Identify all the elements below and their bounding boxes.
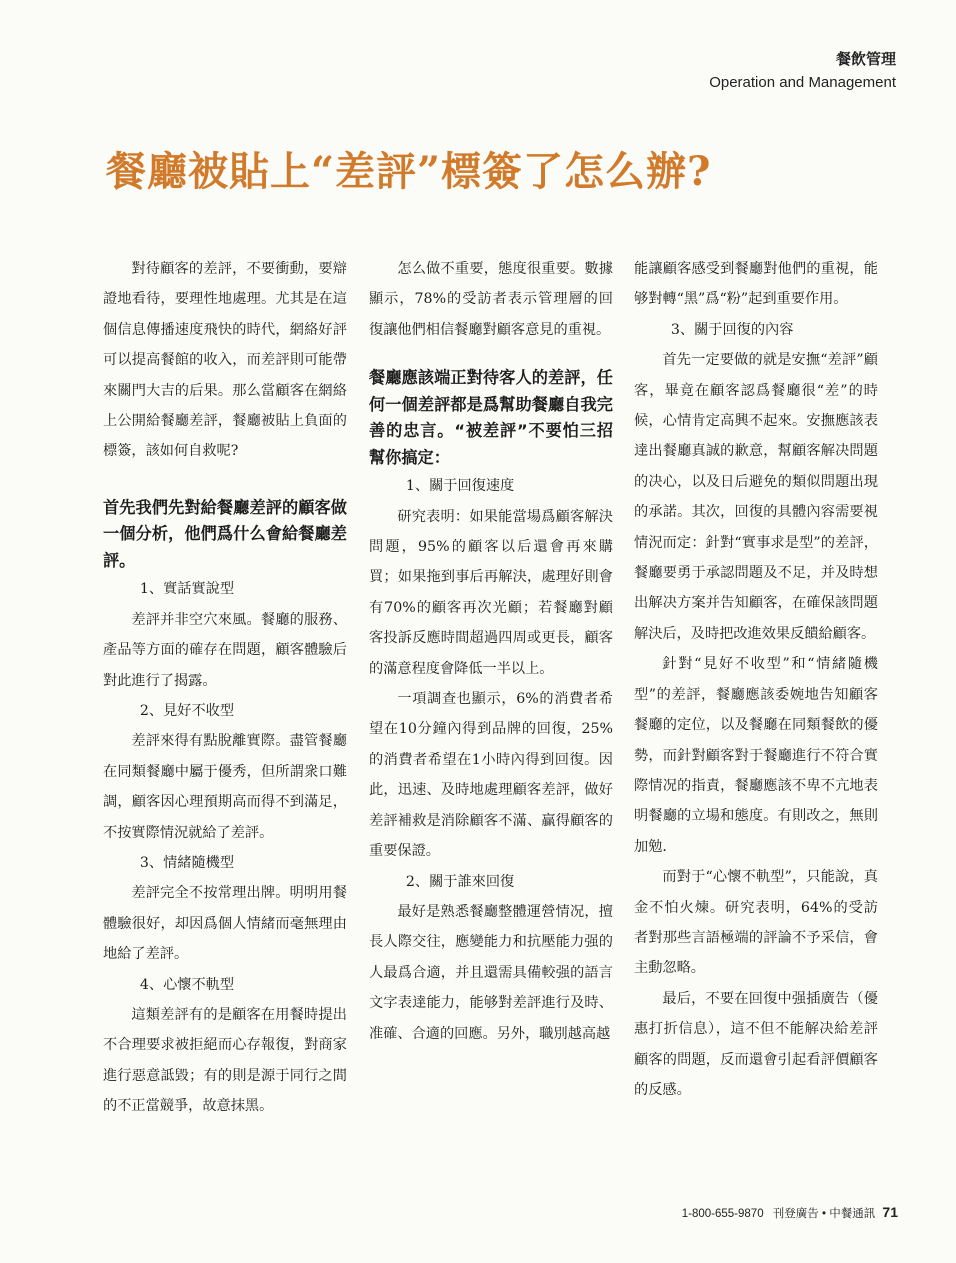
tip-1-title: 1、關于回復速度 bbox=[405, 478, 515, 495]
section-title-en: Operation and Management bbox=[709, 74, 896, 91]
continued-paragraph: 能讓顧客感受到餐廳對他們的重視，能够對轉“黑”爲“粉”起到重要作用。 bbox=[634, 261, 878, 308]
type-1-text: 差評并非空穴來風。餐廳的服務、產品等方面的確存在問題，顧客體驗后對此進行了揭露。 bbox=[103, 611, 347, 689]
column-2 bbox=[369, 254, 613, 1049]
tips-heading: 餐廳應該端正對待客人的差評，任何一個差評都是爲幫助餐廳自我完善的忠言。“被差評”不要怕三招幫你搞定： bbox=[369, 368, 613, 467]
type-2-title: 2、見好不收型 bbox=[139, 702, 235, 719]
attitude-paragraph: 怎么做不重要，態度很重要。數據顯示，78%的受訪者表示管理層的回復讓他們相信餐廳對顧客意見的重視。 bbox=[369, 261, 613, 338]
analysis-heading: 首先我們先對給餐廳差評的顧客做一個分析，他們爲什么會給餐廳差評。 bbox=[103, 497, 347, 570]
tip-3-text-a: 首先一定要做的就是安撫“差評”顧客，畢竟在顧客認爲餐廳很“差”的時候，心情肯定高興不起來。安撫應該表達出餐廳真誠的歉意，幫顧客解决問題的决心，以及日后避免的類似問題出現的承諾。其次，回復的具體內容需要視情況而定：針對“實事求是型”的差評，餐廳要勇于承認問題及不足，并及時想出解决方案并告知顧客，在確保該問題解決后，及時把改進效果反饋給顧客。 bbox=[634, 352, 878, 642]
type-3-text: 差評完全不按常理出牌。明明用餐體驗很好，却因爲個人情緒而毫無理由地給了差評。 bbox=[103, 885, 347, 963]
section-title-zh: 餐飲管理 bbox=[835, 50, 896, 68]
tip-3-text-d: 最后，不要在回復中强插廣告（優惠打折信息），這不但不能解决給差評顧客的問題，反而還會引起看評價顧客的反感。 bbox=[634, 990, 878, 1098]
footer-phone: 1-800-655-9870 bbox=[681, 1208, 764, 1220]
type-1-title: 1、實話實說型 bbox=[139, 581, 235, 598]
type-2-text: 差評來得有點脫離實際。盡管餐廳在同類餐廳中屬于優秀，但所謂衆口難調，顧客因心理預期高而得不到滿足，不按實際情況就給了差評。 bbox=[103, 733, 347, 841]
type-4-text: 這類差評有的是顧客在用餐時提出不合理要求被拒絕而心存報復，對商家進行惡意詆毀；有的則是源于同行之間的不正當競爭，故意抹黑。 bbox=[103, 1007, 347, 1115]
intro-paragraph: 對待顧客的差評，不要衝動，要辯證地看待，要理性地處理。尤其是在這個信息傳播速度飛快的時代，網絡好評可以提高餐館的收入，而差評則可能帶來關門大吉的后果。那么當顧客在網絡上公開給餐廳差評，餐廳被貼上負面的標簽，該如何自救呢? bbox=[103, 261, 347, 460]
type-3-title: 3、情緒隨機型 bbox=[139, 855, 235, 871]
footer-advert: 刊登廣告 • 中餐通訊 bbox=[772, 1208, 876, 1220]
tip-1-text-b: 一項調查也顯示，6%的消費者希望在10分鐘內得到品牌的回復，25%的消費者希望在1小時內得到回復。因此，迅速、及時地處理顧客差評，做好差評補救是消除顧客不滿、贏得顧客的重要保證。 bbox=[369, 691, 613, 860]
page-footer bbox=[682, 1204, 898, 1221]
page-number: 71 bbox=[882, 1204, 898, 1220]
tip-1-text-a: 研究表明：如果能當場爲顧客解決問題，95%的顧客以后還會再來購買；如果拖到事后再解決，處理好則會有70%的顧客再次光顧；若餐廳對顧客投訴反應時間超過四周或更長，顧客的滿意程度會降低一半以上。 bbox=[369, 508, 613, 677]
page-header bbox=[709, 46, 896, 94]
tip-3-title: 3、關于回復的內容 bbox=[670, 321, 794, 338]
article-title: 餐廳被貼上“差評”標簽了怎么辦? bbox=[106, 148, 712, 195]
column-3 bbox=[634, 254, 878, 1105]
tip-2-title: 2、關于誰來回復 bbox=[405, 873, 515, 890]
tip-2-text: 最好是熟悉餐廳整體運營情况，擅長人際交往，應變能力和抗壓能力强的人最爲合適，并且還需具備較强的語言文字表達能力，能够對差評進行及時、准確、合適的回應。另外，職別越高越 bbox=[369, 903, 613, 1042]
tip-3-text-b: 針對“見好不收型”和“情緒隨機型”的差評，餐廳應該委婉地告知顧客餐廳的定位，以及餐廳在同類餐飲的優勢，而針對顧客對于餐廳進行不符合實際情况的指責，餐廳應該不卑不亢地表明餐廳的立場和態度。有則改之，無則加勉． bbox=[634, 656, 878, 855]
column-1 bbox=[103, 254, 347, 1122]
type-4-title: 4、心懷不軌型 bbox=[139, 976, 235, 993]
tip-3-text-c: 而對于“心懷不軌型”，只能說，真金不怕火煉。研究表明，64%的受訪者對那些言語極端的評論不予采信，會主動忽略。 bbox=[634, 869, 878, 977]
